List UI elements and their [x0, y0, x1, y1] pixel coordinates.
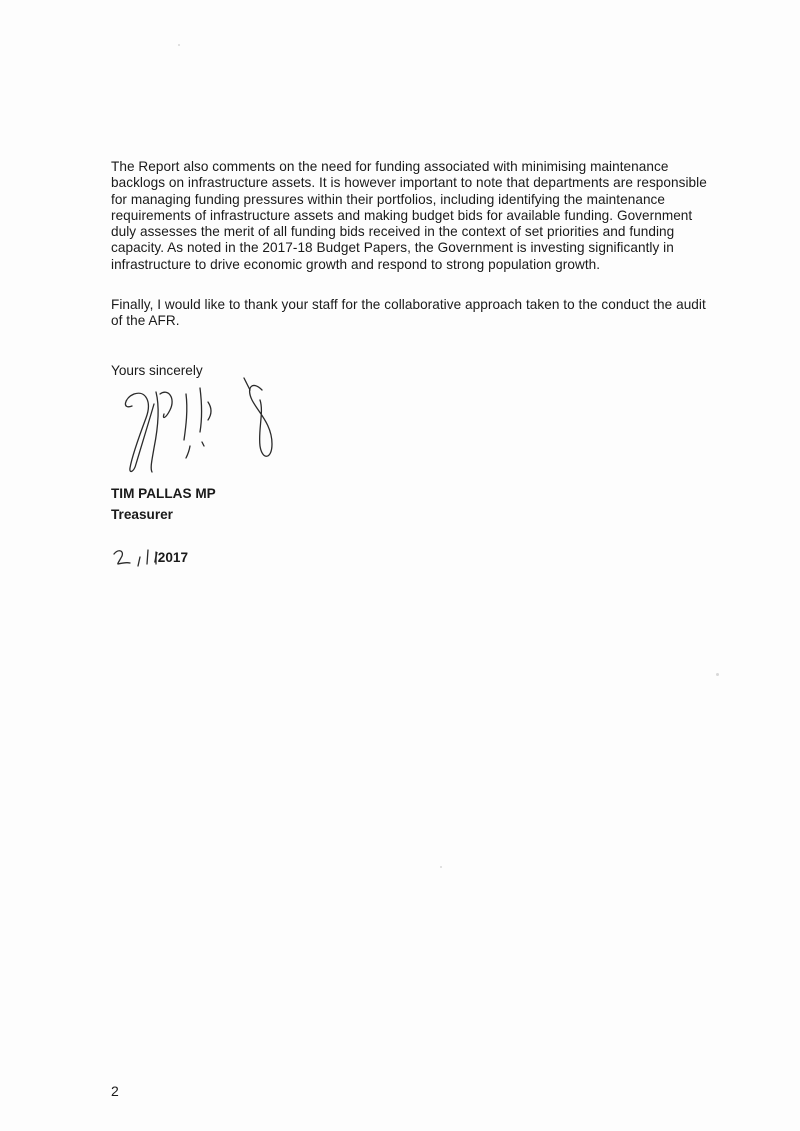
- body-paragraph-thanks: Finally, I would like to thank your staff for the collaborative approach taken to the conduct the audit of the AFR.: [111, 297, 706, 329]
- scan-speck: [440, 866, 442, 868]
- scan-speck: [716, 673, 719, 676]
- handwritten-signature: [112, 368, 287, 480]
- page-number: 2: [111, 1083, 119, 1099]
- closing-salutation: Yours sincerely: [111, 363, 203, 378]
- body-paragraph-funding: The Report also comments on the need for funding associated with minimising maintenance backlogs on infrastructure assets. It is however important to note that departments are responsible for managing funding pressures within their portfolios, including identifying the maintenance requirements of infrastructure assets and making budget bids for available funding. Government duly assesses the merit of all funding bids received in the context of set priorities and funding capacity. As noted in the 2017-18 Budget Papers, the Government is investing significantly in infrastructure to drive economic growth and respond to strong population growth.: [111, 159, 707, 272]
- scan-speck: [178, 44, 180, 46]
- handwritten-date: [112, 546, 204, 568]
- signature-date: [112, 546, 188, 568]
- date-year: /2017: [154, 550, 189, 565]
- signer-title: Treasurer: [111, 507, 173, 522]
- signer-name: TIM PALLAS MP: [111, 486, 216, 501]
